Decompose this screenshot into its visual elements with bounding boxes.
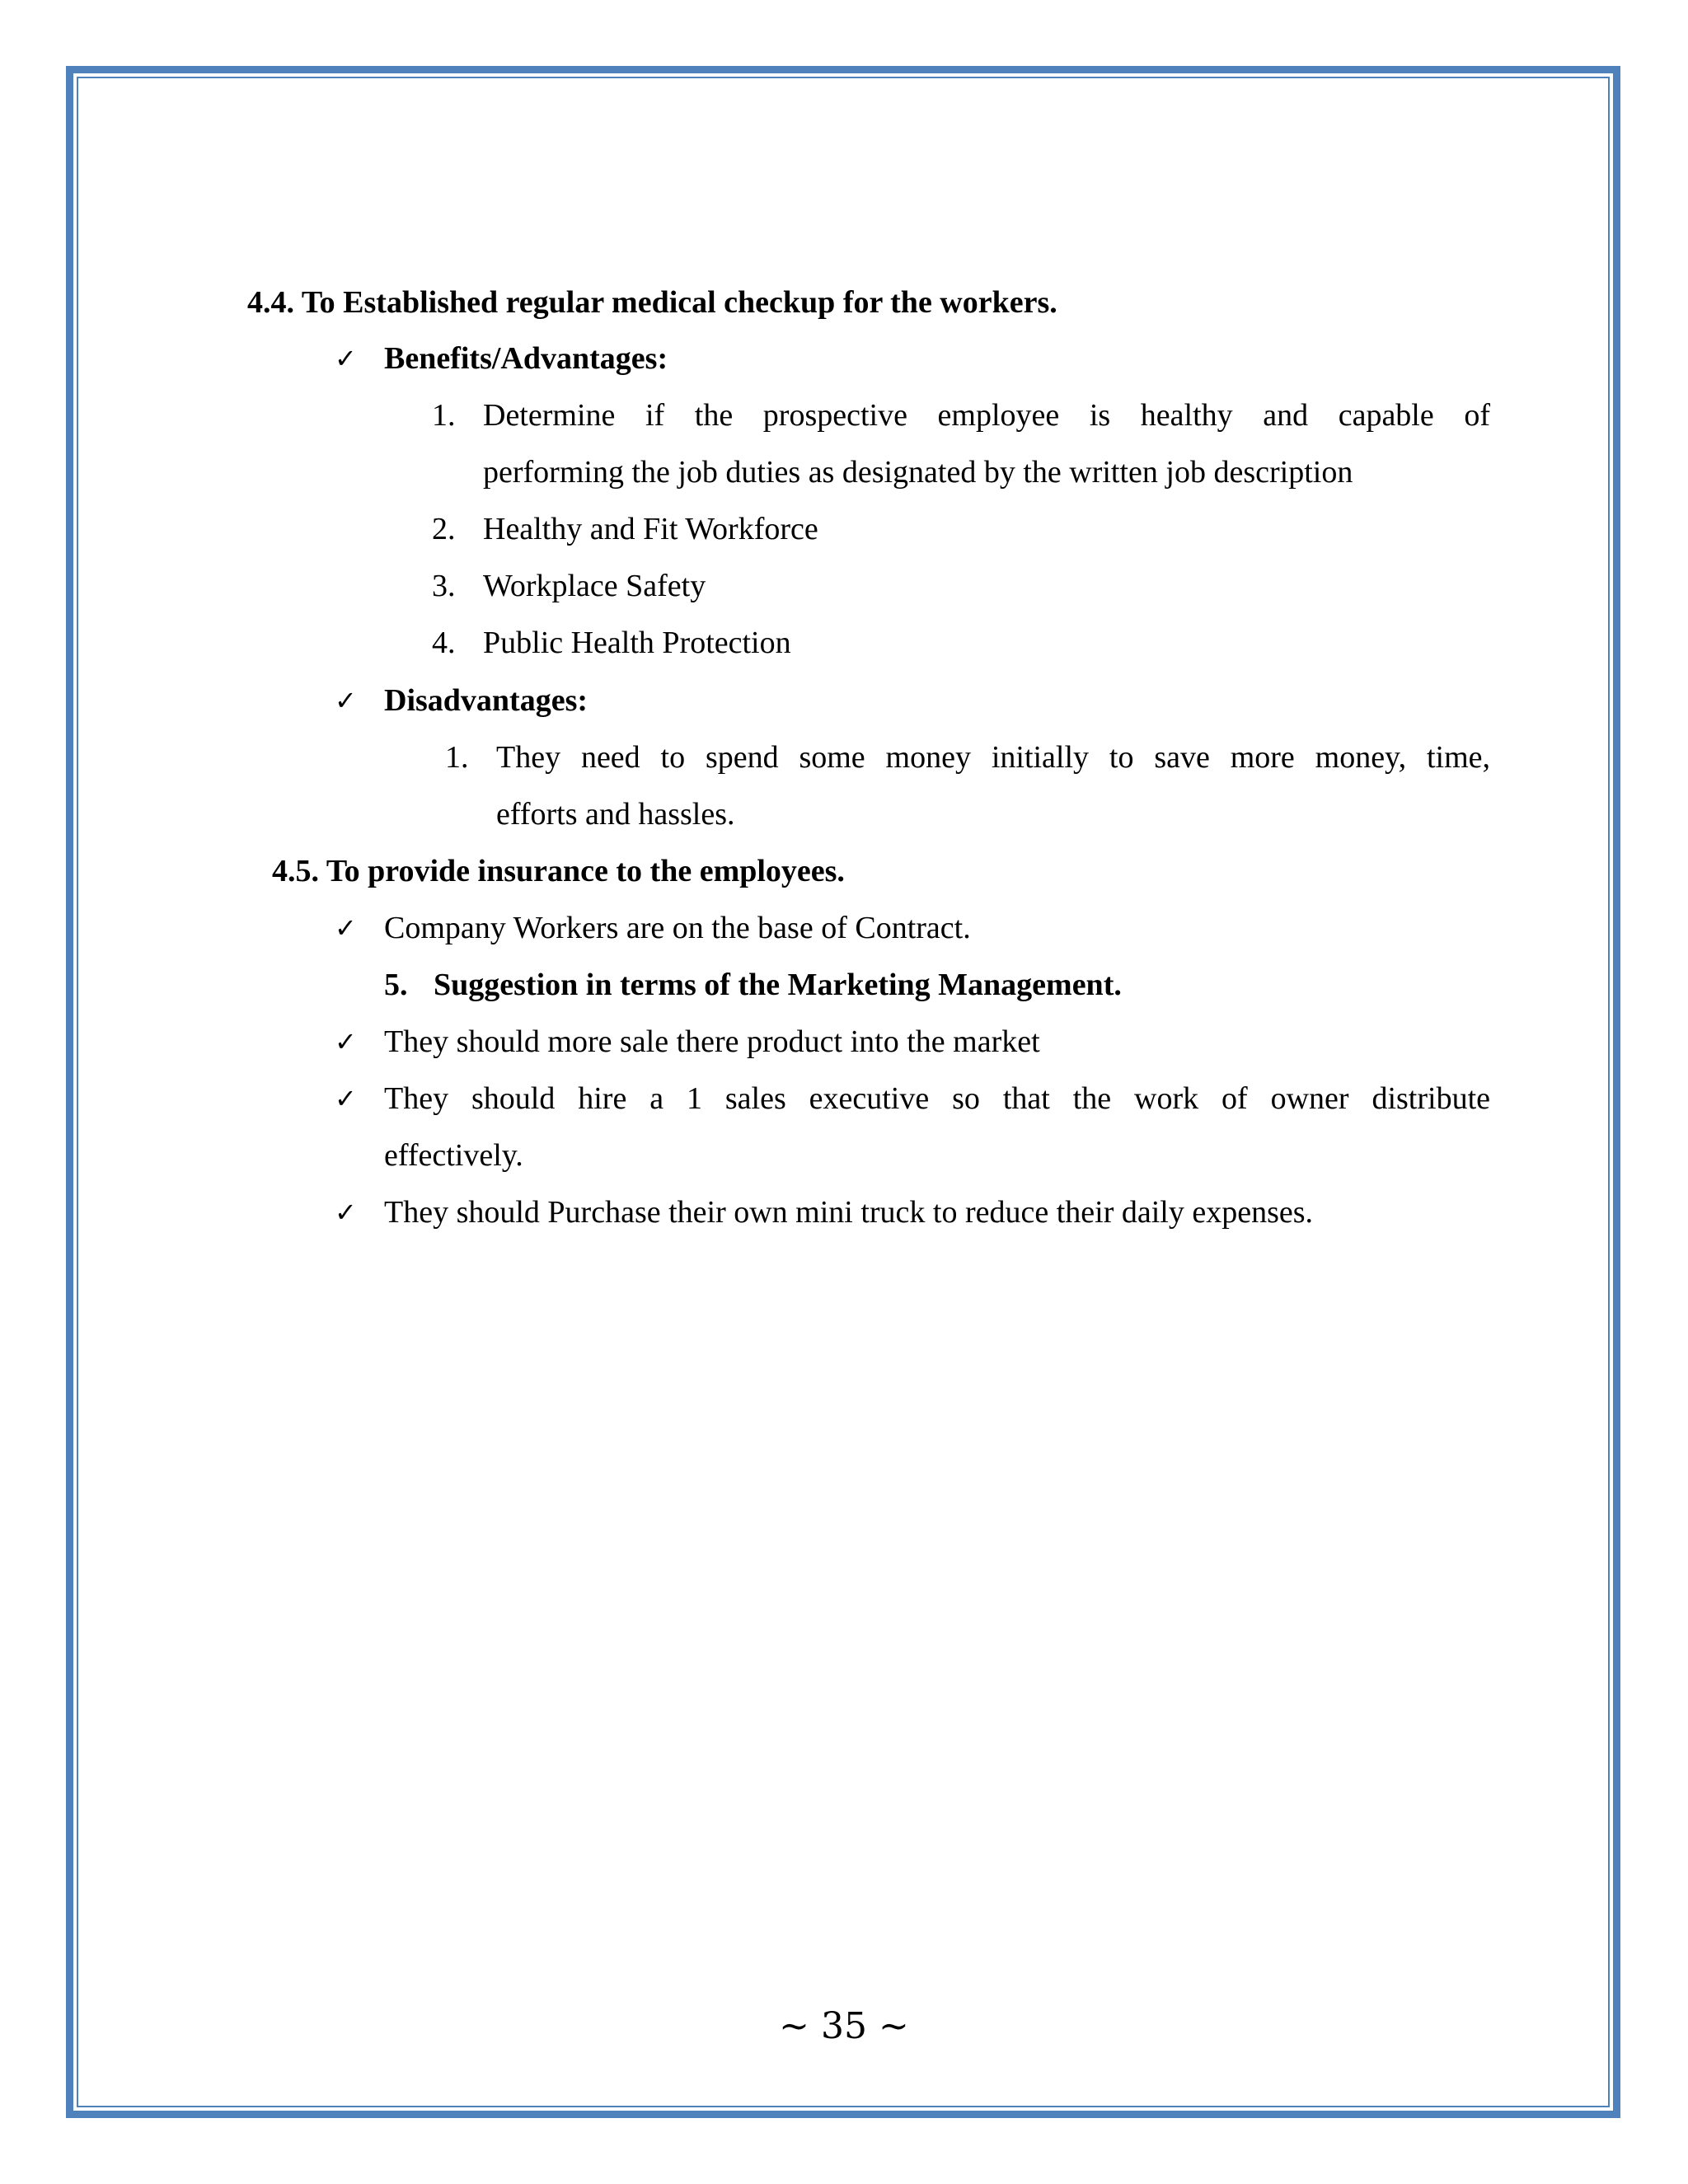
benefit-item-2: Healthy and Fit Workforce <box>483 512 818 546</box>
marketing-item-2-line1: They should hire a 1 sales executive so that the work of owner distribute <box>384 1081 1490 1116</box>
disadvantage-item-1-line2: efforts and hassles. <box>496 797 735 832</box>
benefit-item-1-line2: performing the job duties as designated by the written job description <box>483 455 1353 490</box>
section-5-heading: Suggestion in terms of the Marketing Management. <box>434 968 1122 1002</box>
section-5-number: 5. <box>384 968 408 1002</box>
page-number: ~ 35 ~ <box>779 2005 909 2047</box>
marketing-item-1: They should more sale there product into the market <box>384 1024 1040 1059</box>
benefit-item-3: Workplace Safety <box>483 569 706 603</box>
list-number: 3. <box>432 569 456 603</box>
benefit-item-4: Public Health Protection <box>483 626 791 660</box>
benefit-item-1-line1: Determine if the prospective employee is healthy and capable of <box>483 398 1490 433</box>
disadvantages-label: Disadvantages: <box>384 683 588 718</box>
check-icon: ✓ <box>335 1083 357 1114</box>
benefits-label: Benefits/Advantages: <box>384 341 668 376</box>
check-icon: ✓ <box>335 1026 357 1057</box>
check-icon: ✓ <box>335 1197 357 1228</box>
disadvantage-item-1-line1: They need to spend some money initially to save more money, time, <box>496 740 1490 775</box>
check-icon: ✓ <box>335 912 357 944</box>
section-4-4-heading: 4.4. To Established regular medical checkup for the workers. <box>247 285 1057 320</box>
list-number: 2. <box>432 512 456 546</box>
marketing-item-3: They should Purchase their own mini truck to reduce their daily expenses. <box>384 1195 1314 1230</box>
check-icon: ✓ <box>335 343 357 374</box>
marketing-item-2-line2: effectively. <box>384 1138 523 1173</box>
section-4-5-heading: 4.5. To provide insurance to the employees. <box>272 854 845 888</box>
list-number: 4. <box>432 626 456 660</box>
list-number: 1. <box>445 740 469 775</box>
list-number: 1. <box>432 398 456 433</box>
insurance-item-1: Company Workers are on the base of Contract. <box>384 911 971 945</box>
check-icon: ✓ <box>335 685 357 716</box>
